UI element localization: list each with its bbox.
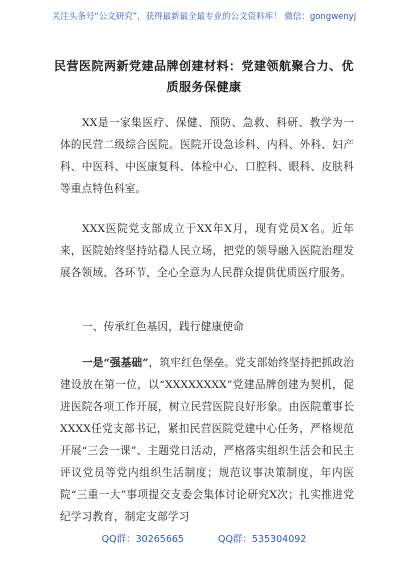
section-heading-1: 一、传承红色基因，践行健康使命 bbox=[82, 321, 244, 333]
footer-qq-group-2: QQ群：535304092 bbox=[217, 534, 307, 545]
footer bbox=[0, 531, 408, 545]
paragraph-body-text: ，筑牢红色堡垒。党支部始终坚持把抓政治建设放在第一位，以“XXXXXXXX”党建品牌创建为契机，促进医院各项工作开展，树立民营医院良好形象。由医院董事长XXXX任党支部书记，紧扣民营医院党建中心任务，严格规范开展“三会一课”、主题党日活动，严格落实组织生活会和民主评议党员等党内组织生活制度；规范议事决策制度，年内医院“三重一大”事项提交支委会集体讨论研究X次；扎实推进党纪学习教育，制定支部学习 bbox=[60, 357, 354, 523]
paragraph-party-branch: XXX医院党支部成立于XX年X月，现有党员X名。近年来，医院始终坚持站稳人民立场，把党的领导融入医院治理发展各领域、各环节，全心全意为人民群众提供优质医疗服务。 bbox=[60, 223, 354, 279]
paragraph-lead-text: 一是“强基础” bbox=[82, 357, 149, 369]
document-title: 民营医院两新党建品牌创建材料：党建领航聚合力、优质服务保健康 bbox=[53, 59, 354, 94]
header-banner: 关注头条号“公文研究”，获得最新最全最专业的公文资料库！ 微信：gongwenyj bbox=[51, 12, 357, 22]
paragraph-intro: XX是一家集医疗、保健、预防、急救、科研、教学为一体的民营二级综合医院。医院开设急诊科、内科、外科、妇产科、中医科、中医康复科、体检中心、口腔科、眼科、皮肤科等重点特色科室。 bbox=[60, 117, 354, 195]
footer-qq-group-1: QQ群：30265665 bbox=[101, 534, 184, 545]
paragraph-strengthen-foundation bbox=[60, 352, 354, 528]
